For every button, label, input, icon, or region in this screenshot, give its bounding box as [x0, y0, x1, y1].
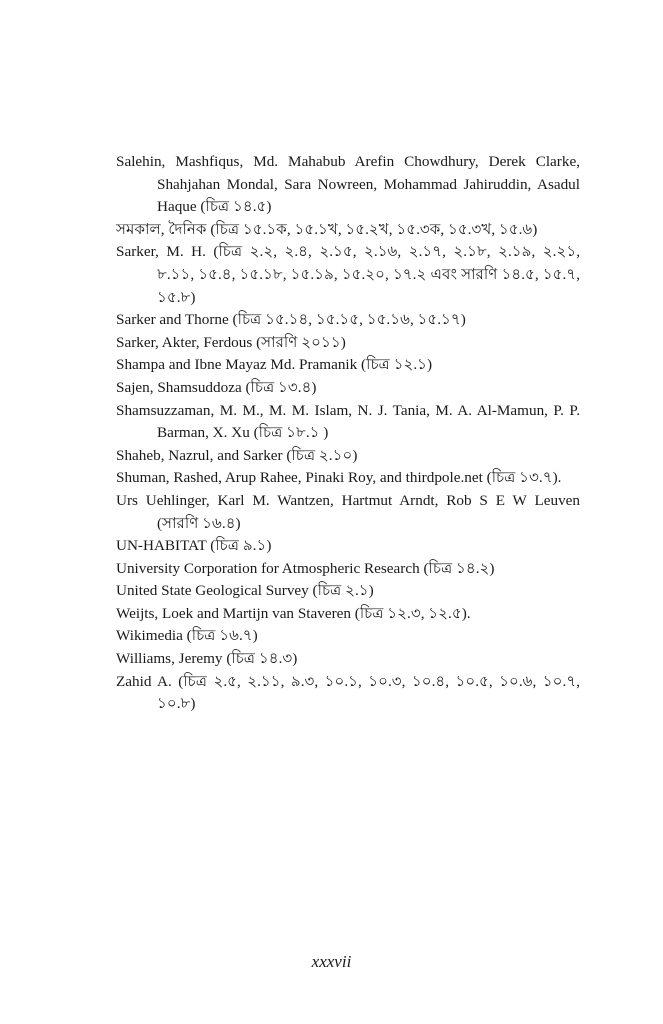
credit-entry: Sajen, Shamsuddoza (চিত্র ১৩.৪)	[116, 378, 317, 396]
credit-entry: Wikimedia (চিত্র ১৬.৭)	[116, 627, 258, 645]
credit-entry: Sarker, M. H. (চিত্র ২.২, ২.৪, ২.১৫, ২.১৬, ২.১৭, ২.১৮, ২.১৯, ২.২১, ৮.১১, ১৫.৪, ১৫.১৮, ১৫.১৯, ১৫.২০, ১৭.২ এবং সারণি ১৪.৫, ১৫.৭, ১৫.৮)	[116, 243, 580, 306]
credit-entry: United State Geological Survey (চিত্র ২.১)	[116, 582, 374, 600]
credit-entry: Shaheb, Nazrul, and Sarker (চিত্র ২.১০)	[116, 446, 358, 464]
credit-entry: University Corporation for Atmospheric Research (চিত্র ১৪.২)	[116, 559, 495, 577]
page-number: xxxvii	[311, 952, 352, 971]
credit-entry: UN-HABITAT (চিত্র ৯.১)	[116, 537, 272, 555]
credit-entry: Zahid A. (চিত্র ২.৫, ২.১১, ৯.৩, ১০.১, ১০.৩, ১০.৪, ১০.৫, ১০.৬, ১০.৭, ১০.৮)	[116, 672, 580, 713]
credit-entry: Salehin, Mashfiqus, Md. Mahabub Arefin Chowdhury, Derek Clarke, Shahjahan Mondal, Sara Nowreen, Mohammad Jahiruddin, Asadul Haque (চিত্র ১৪.৫)	[116, 153, 580, 216]
credit-entry: Weijts, Loek and Martijn van Staveren (চিত্র ১২.৩, ১২.৫).	[116, 604, 471, 622]
credits-list	[116, 151, 580, 716]
credit-entry: Williams, Jeremy (চিত্র ১৪.৩)	[116, 650, 298, 668]
credit-entry: Urs Uehlinger, Karl M. Wantzen, Hartmut Arndt, Rob S E W Leuven (সারণি ১৬.৪)	[116, 491, 580, 532]
credit-entry: Shuman, Rashed, Arup Rahee, Pinaki Roy, and thirdpole.net (চিত্র ১৩.৭).	[116, 469, 562, 487]
credit-entry: Shamsuzzaman, M. M., M. M. Islam, N. J. Tania, M. A. Al-Mamun, P. P. Barman, X. Xu (চিত্র ১৮.১ )	[116, 401, 580, 442]
credit-entry: Sarker and Thorne (চিত্র ১৫.১৪, ১৫.১৫, ১৫.১৬, ১৫.১৭)	[116, 311, 466, 329]
credit-entry: সমকাল, দৈনিক (চিত্র ১৫.১ক, ১৫.১খ, ১৫.২খ, ১৫.৩ক, ১৫.৩খ, ১৫.৬)	[116, 220, 538, 238]
credit-entry: Shampa and Ibne Mayaz Md. Pramanik (চিত্র ১২.১)	[116, 356, 433, 374]
credit-entry: Sarker, Akter, Ferdous (সারণি ২০১১)	[116, 333, 346, 351]
